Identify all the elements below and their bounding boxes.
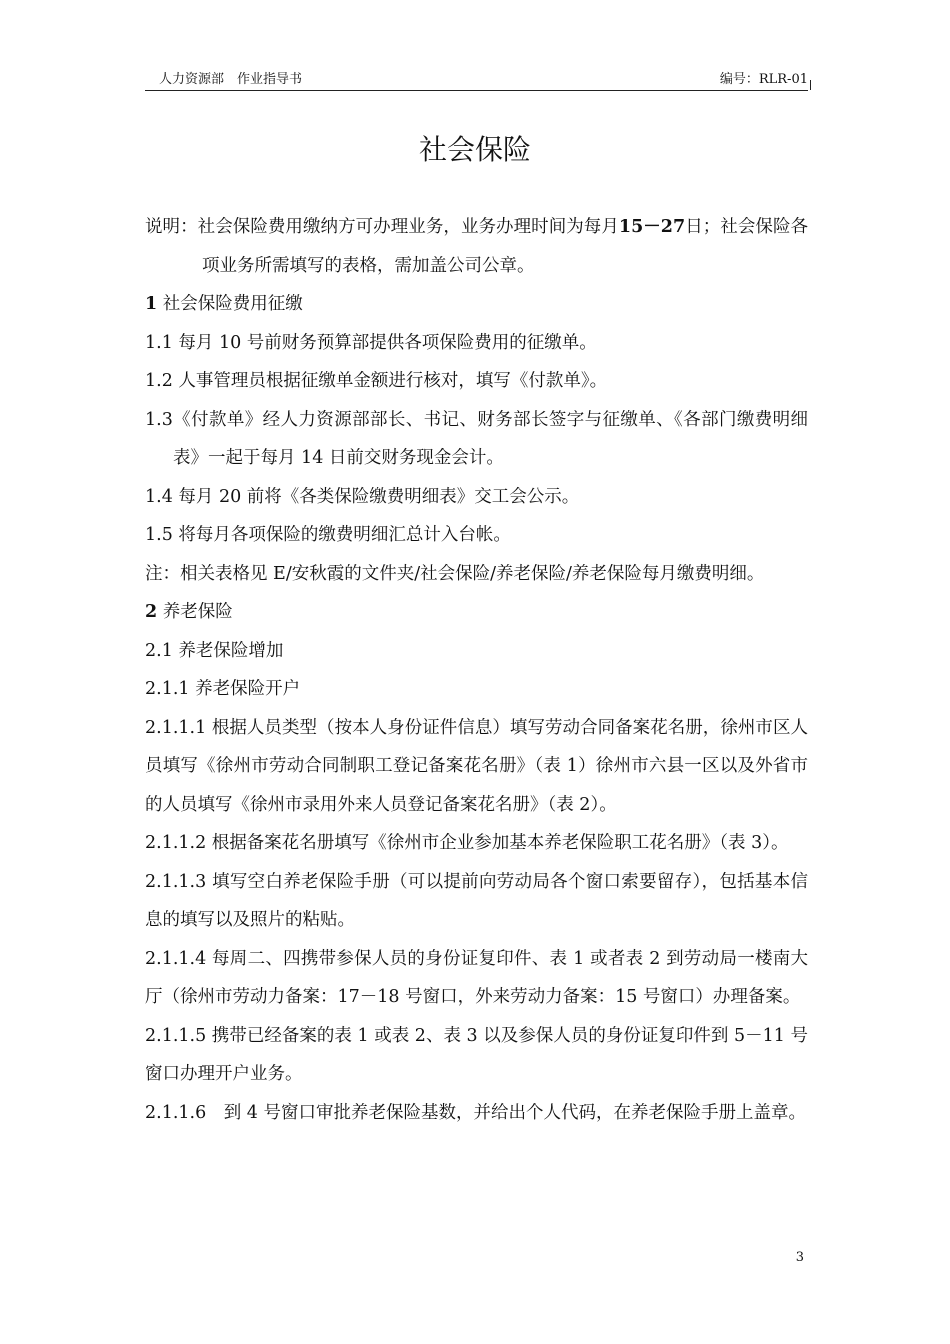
section-2-title: 养老保险 xyxy=(157,602,233,622)
document-body xyxy=(145,208,808,1132)
section-2-heading xyxy=(145,593,808,632)
header-doc-number: 编号：RLR-01 xyxy=(719,72,808,87)
paragraph-2-1-1-5: 2.1.1.5 携带已经备案的表 1 或表 2、表 3 以及参保人员的身份证复印件到 5－11 号窗口办理开户业务。 xyxy=(145,1025,808,1084)
section-2-number: 2 xyxy=(145,602,158,622)
intro-date-range: 15－27 xyxy=(618,217,686,237)
intro-paragraph xyxy=(145,208,808,285)
header-tick-mark xyxy=(810,80,811,90)
paragraph-2-1: 2.1 养老保险增加 xyxy=(145,640,284,661)
page-number: 3 xyxy=(795,1250,804,1265)
paragraph-1-5: 1.5 将每月各项保险的缴费明细汇总计入台帐。 xyxy=(145,525,511,545)
paragraph-2-1-1: 2.1.1 养老保险开户 xyxy=(145,679,301,699)
section-1-number: 1 xyxy=(145,294,158,314)
paragraph-1-3: 1.3《付款单》经人力资源部部长、书记、财务部长签字与征缴单、《各部门缴费明细表》一起于每月 14 日前交财务现金会计。 xyxy=(145,409,808,468)
section-1-heading xyxy=(145,285,808,324)
paragraph-2-1-1-6: 2.1.1.6 到 4 号窗口审批养老保险基数，并给出个人代码，在养老保险手册上盖章。 xyxy=(145,1102,806,1123)
section-1-title: 社会保险费用征缴 xyxy=(157,294,303,314)
paragraph-1-4: 1.4 每月 20 前将《各类保险缴费明细表》交工会公示。 xyxy=(145,486,580,507)
header-department: 人力资源部 作业指导书 xyxy=(159,72,303,87)
paragraph-1-1: 1.1 每月 10 号前财务预算部提供各项保险费用的征缴单。 xyxy=(145,332,597,353)
page-title: 社会保险 xyxy=(418,133,531,166)
paragraph-2-1-1-2: 2.1.1.2 根据备案花名册填写《徐州市企业参加基本养老保险职工花名册》（表 3）。 xyxy=(145,833,789,853)
page-header xyxy=(145,70,808,91)
paragraph-2-1-1-4: 2.1.1.4 每周二、四携带参保人员的身份证复印件、表 1 或者表 2 到劳动局一楼南大厅（徐州市劳动力备案：17－18 号窗口，外来劳动力备案：15 号窗口）办理备案。 xyxy=(145,948,808,1007)
intro-text-a: 说明：社会保险费用缴纳方可办理业务，业务办理时间为每月 xyxy=(145,217,619,237)
paragraph-2-1-1-3: 2.1.1.3 填写空白养老保险手册（可以提前向劳动局各个窗口索要留存），包括基本信息的填写以及照片的粘贴。 xyxy=(145,871,808,930)
intro-text-c: 日；社会保险各项业务所需填写的表格，需加盖公司公章。 xyxy=(202,217,809,276)
note-paragraph: 注：相关表格见 E/安秋霞的文件夹/社会保险/养老保险/养老保险每月缴费明细。 xyxy=(145,563,765,584)
paragraph-2-1-1-1: 2.1.1.1 根据人员类型（按本人身份证件信息）填写劳动合同备案花名册，徐州市区人员填写《徐州市劳动合同制职工登记备案花名册》（表 1）徐州市六县一区以及外省市的人员填写《徐州市录用外来人员登记备案花名册》（表 2）。 xyxy=(145,717,808,815)
paragraph-1-2: 1.2 人事管理员根据征缴单金额进行核对，填写《付款单》。 xyxy=(145,371,608,391)
